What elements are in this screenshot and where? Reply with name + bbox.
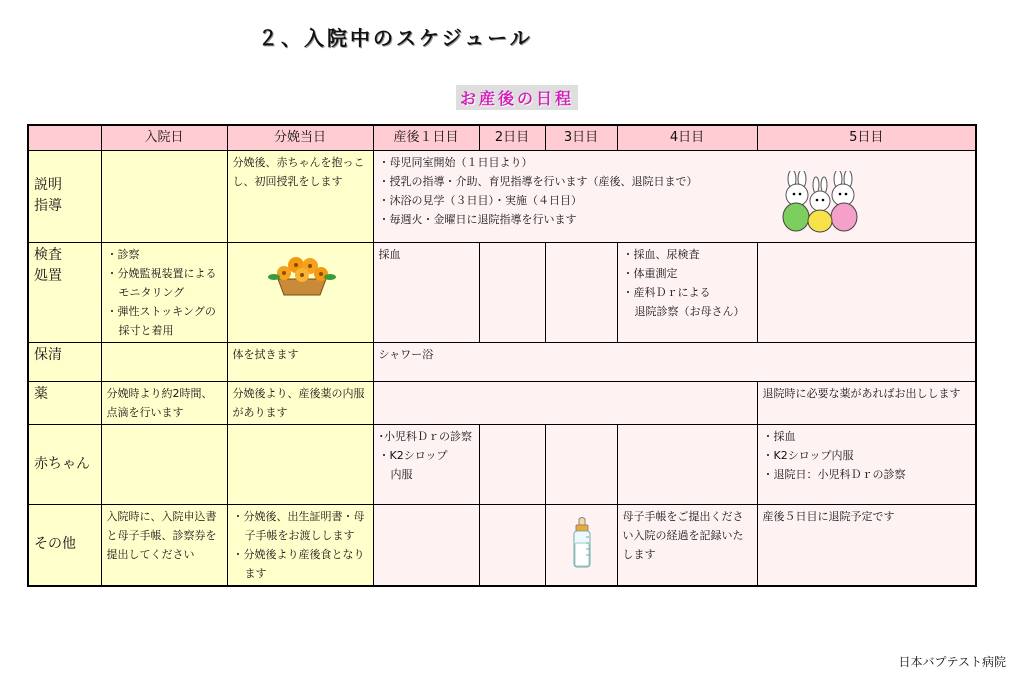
list-item: ･小児科Ｄｒの診察	[378, 429, 472, 443]
list-item: 退院診察（お母さん）	[634, 304, 745, 318]
header-day4: 4日目	[617, 125, 757, 150]
cell-other-delivery	[227, 504, 373, 586]
baby-bottle-icon	[570, 517, 594, 569]
row-label-exam	[28, 242, 101, 342]
cell-exam-delivery	[227, 242, 373, 342]
list-item: ます	[244, 566, 267, 580]
cell-explanation-postpartum	[373, 150, 976, 242]
cell-exam-day4	[617, 242, 757, 342]
row-label-line2: 処置	[34, 267, 62, 284]
cell-exam-day2	[479, 242, 545, 342]
cell-hygiene-delivery: 体を拭きます	[227, 342, 373, 381]
flower-basket-icon	[268, 253, 336, 297]
cell-other-day5: 産後５日目に退院予定です	[757, 504, 976, 586]
cell-exam-day5	[757, 242, 976, 342]
list-item: ・分娩後より産後食となり	[232, 547, 365, 561]
row-label-other: その他	[28, 504, 101, 586]
list-item: ・K2シロップ	[378, 448, 448, 462]
header-row	[28, 125, 976, 150]
cell-baby-day2	[479, 424, 545, 504]
schedule-table	[27, 124, 977, 587]
cell-medicine-day1-4	[373, 381, 757, 424]
cell-hygiene-postpartum: シャワー浴	[373, 342, 976, 381]
list-item: ・分娩後、出生証明書・母	[232, 509, 365, 523]
list-item: ・毎週火・金曜日に退院指導を行います	[378, 212, 577, 226]
list-item: ・母児同室開始（１日目より）	[378, 155, 533, 169]
cell-baby-day1	[373, 424, 479, 504]
cell-baby-day5	[757, 424, 976, 504]
cell-explanation-admission	[101, 150, 227, 242]
cell-exam-day1: 採血	[373, 242, 479, 342]
cell-other-day3	[545, 504, 617, 586]
header-day5: 5日目	[757, 125, 976, 150]
list-item: 採寸と着用	[118, 323, 174, 337]
list-item: ・退院日：小児科Ｄｒの診察	[762, 467, 906, 481]
cell-baby-day4	[617, 424, 757, 504]
hospital-name: 日本バプテスト病院	[898, 655, 1006, 669]
list-item: ・体重測定	[622, 266, 678, 280]
row-label-line2: 指導	[34, 198, 62, 214]
cell-other-day4: 母子手帳をご提出ください入院の経過を記録いたします	[617, 504, 757, 586]
header-day1: 産後１日目	[373, 125, 479, 150]
list-item: ・採血、尿検査	[622, 247, 700, 261]
cell-exam-day3	[545, 242, 617, 342]
list-item: ・弾性ストッキングの	[106, 304, 216, 318]
list-item: ・診察	[106, 247, 140, 261]
row-label-line1: 検査	[34, 246, 62, 263]
header-blank	[28, 125, 101, 150]
row-explanation	[28, 150, 976, 242]
row-label-medicine: 薬	[28, 381, 101, 424]
row-hygiene	[28, 342, 976, 381]
list-item: ・分娩監視装置による	[106, 266, 217, 280]
header-delivery-day: 分娩当日	[227, 125, 373, 150]
cell-other-day2	[479, 504, 545, 586]
cell-other-day1	[373, 504, 479, 586]
cell-medicine-delivery: 分娩後より、産後薬の内服があります	[227, 381, 373, 424]
rabbit-family-icon	[778, 171, 862, 233]
list-item: ・K2シロップ内服	[762, 448, 854, 462]
list-item: ・産科Ｄｒによる	[622, 285, 711, 299]
header-admission: 入院日	[101, 125, 227, 150]
row-exam	[28, 242, 976, 342]
list-item: モニタリング	[118, 285, 185, 299]
list-item: ・沐浴の見学（３日目）・実施（４日目）	[378, 193, 582, 207]
cell-medicine-admission: 分娩時より約2時間、点滴を行います	[101, 381, 227, 424]
header-day3: 3日目	[545, 125, 617, 150]
list-item: 内服	[390, 467, 413, 481]
row-label-baby: 赤ちゃん	[28, 424, 101, 504]
list-item: ・採血	[762, 429, 796, 443]
cell-hygiene-admission	[101, 342, 227, 381]
row-other	[28, 504, 976, 586]
row-label-line1: 説明	[34, 177, 62, 193]
header-day2: 2日目	[479, 125, 545, 150]
cell-baby-delivery	[227, 424, 373, 504]
cell-medicine-day5: 退院時に必要な薬があればお出しします	[757, 381, 976, 424]
cell-exam-admission	[101, 242, 227, 342]
cell-explanation-delivery: 分娩後、赤ちゃんを抱っこし、初回授乳をします	[227, 150, 373, 242]
row-label-explanation	[28, 150, 101, 242]
page-title: ２、入院中のスケジュール	[258, 26, 533, 50]
cell-baby-admission	[101, 424, 227, 504]
list-item: 子手帳をお渡しします	[244, 528, 355, 542]
list-item: ・授乳の指導・介助、育児指導を行います（産後、退院日まで）	[378, 174, 698, 188]
cell-other-admission: 入院時に、入院申込書と母子手帳、診察券を提出してください	[101, 504, 227, 586]
page-subtitle: お産後の日程	[456, 85, 578, 110]
row-baby	[28, 424, 976, 504]
cell-baby-day3	[545, 424, 617, 504]
row-label-hygiene: 保清	[28, 342, 101, 381]
row-medicine	[28, 381, 976, 424]
